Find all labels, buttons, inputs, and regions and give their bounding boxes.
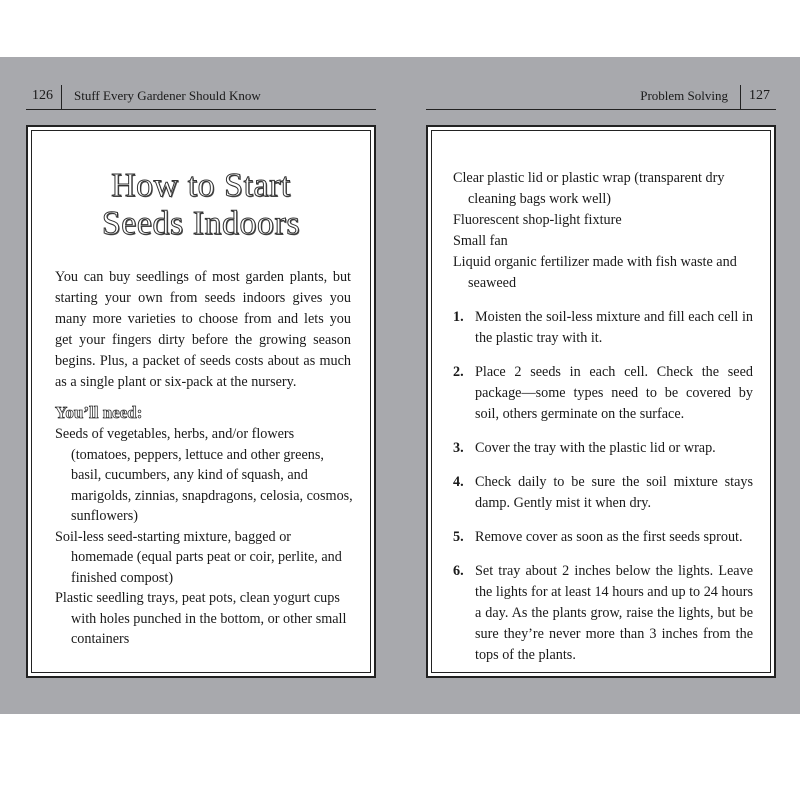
step-text: Moisten the soil-less mixture and fill each cell in the plastic tray with it.	[475, 309, 753, 346]
step-number: 5.	[453, 529, 464, 545]
step-item	[453, 472, 753, 514]
supplies-item: Liquid organic fertilizer made with fish waste and seaweed	[453, 254, 737, 291]
step-item	[453, 527, 753, 548]
right-running-title: Problem Solving	[640, 88, 728, 103]
step-item	[453, 561, 753, 666]
needs-item-mixture: Soil-less seed-starting mixture, bagged or homemade (equal parts peat or coir, perlite, and finished compost)	[55, 528, 342, 586]
needs-list	[55, 424, 355, 650]
left-page-frame	[26, 125, 376, 678]
step-item	[453, 362, 753, 425]
step-number: 1.	[453, 309, 464, 325]
needs-item-seeds: Seeds of vegetables, herbs, and/or flowers (tomatoes, peppers, lettuce and other greens, basil, cucumbers, any kind of squash, and marigolds, zinnias, snapdragons, celosia, cosmos, sunflowers)	[55, 426, 353, 524]
left-running-title: Stuff Every Gardener Should Know	[74, 88, 261, 103]
right-running-head	[426, 85, 776, 110]
supplies-item: Small fan	[453, 233, 508, 249]
supplies-item: Clear plastic lid or plastic wrap (transparent dry cleaning bags work well)	[453, 170, 725, 207]
needs-heading: You’ll need:	[55, 403, 143, 422]
step-text: Check daily to be sure the soil mixture stays damp. Gently mist it when dry.	[475, 474, 753, 511]
step-number: 4.	[453, 474, 464, 490]
needs-item-containers: Plastic seedling trays, peat pots, clean yogurt cups with holes punched in the bottom, or other small containers	[55, 590, 347, 647]
step-item	[453, 307, 753, 349]
left-running-head	[26, 85, 376, 110]
right-page-number: 127	[740, 85, 770, 109]
steps-list	[453, 307, 753, 679]
step-item	[453, 438, 753, 459]
step-number: 2.	[453, 364, 464, 380]
step-text: Cover the tray with the plastic lid or wrap.	[475, 440, 716, 456]
step-number: 3.	[453, 440, 464, 456]
step-number: 6.	[453, 563, 464, 579]
step-text: Remove cover as soon as the first seeds sprout.	[475, 529, 743, 545]
step-text: Place 2 seeds in each cell. Check the seed package—some types need to be covered by soil, others germinate on the surface.	[475, 364, 753, 422]
left-page-number: 126	[32, 85, 62, 109]
page-heading	[28, 167, 374, 243]
supplies-list	[453, 168, 753, 294]
right-page-frame	[426, 125, 776, 678]
step-text: Set tray about 2 inches below the lights. Leave the lights for at least 14 hours and up to 24 hours a day. As the plants grow, raise the lights, but be sure they’re never more than 3 inches from the tops of the plants.	[475, 563, 753, 663]
heading-line-1: How to Start	[111, 167, 291, 204]
intro-paragraph: You can buy seedlings of most garden plants, but starting your own from seeds indoors gives you many more varieties to choose from and lets you get your fingers dirty before the growing season begins. Plus, a packet of seeds costs about as much as a single plant or six-pack at the nursery.	[55, 269, 351, 390]
heading-line-2: Seeds Indoors	[101, 205, 301, 242]
supplies-item: Fluorescent shop-light fixture	[453, 212, 622, 228]
